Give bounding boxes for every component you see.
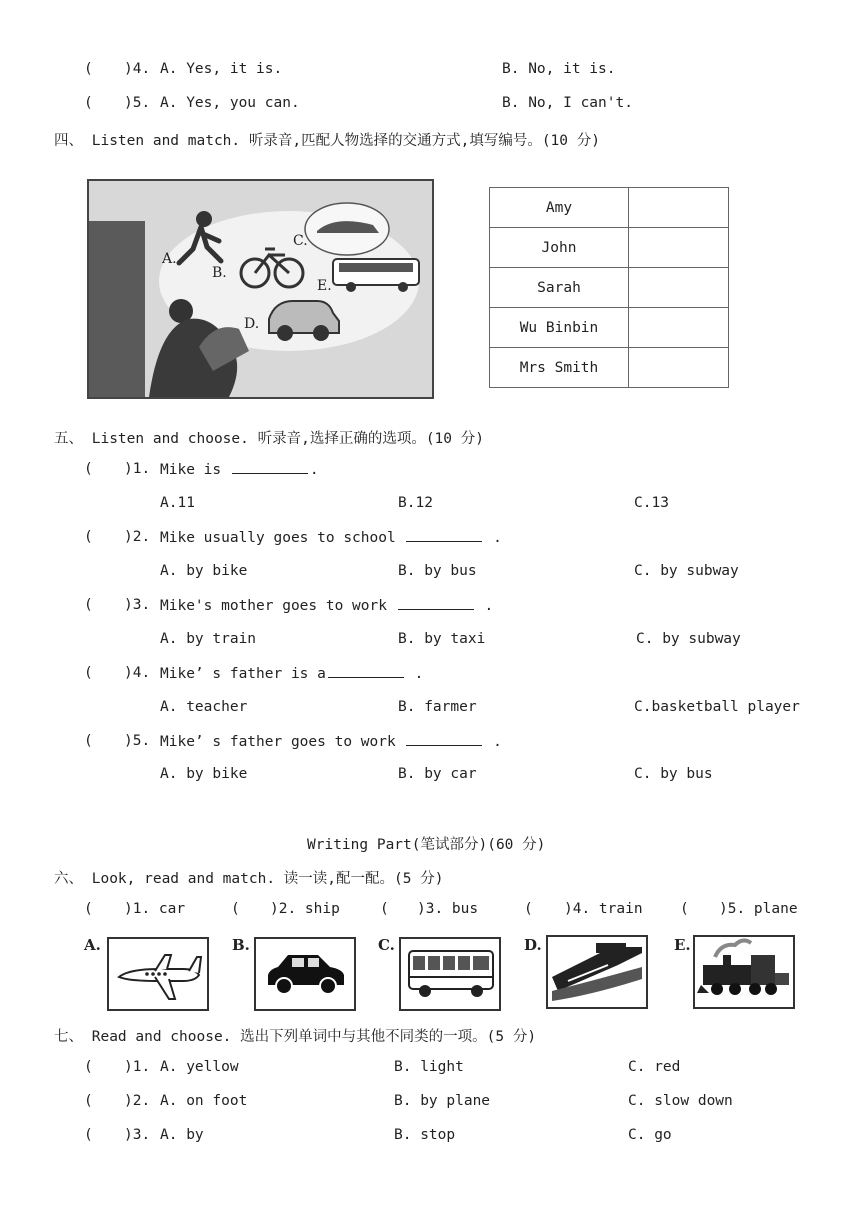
section-4-title: 四、 Listen and match. 听录音,匹配人物选择的交通方式,填写编号。(10 分) (54, 133, 600, 149)
image-card-e (693, 935, 795, 1009)
option-b: B. by taxi (398, 631, 486, 647)
item-number: )3. (124, 1127, 151, 1143)
option-a: A. by bike (160, 563, 248, 579)
person-name: Amy (490, 188, 629, 228)
answer-blank[interactable] (232, 461, 308, 474)
answer-paren[interactable]: ( (380, 901, 389, 917)
option-c: C. by bus (634, 766, 713, 782)
option-a: A. by train (160, 631, 257, 647)
answer-paren[interactable]: ( (84, 733, 93, 749)
train-icon (695, 937, 793, 1007)
section-7-title: 七、 Read and choose. 选出下列单词中与其他不同类的一项。(5 分) (54, 1029, 537, 1045)
transport-picture (87, 179, 434, 399)
item-number: )3. (124, 597, 151, 613)
answer-paren[interactable]: ( (84, 529, 93, 545)
option-b: B. by car (398, 766, 477, 782)
option-c: C.basketball player (634, 699, 800, 715)
question: Mike's mother goes to work . (160, 598, 494, 614)
item-number: )2. (124, 529, 151, 545)
option-b: B. farmer (398, 699, 477, 715)
option-a: A. yellow (160, 1059, 239, 1075)
image-letter: E. (674, 936, 691, 954)
image-letter: B. (232, 936, 250, 954)
item-number: )1. (124, 461, 151, 477)
option-a: A. on foot (160, 1093, 248, 1109)
option-b: B.12 (398, 495, 433, 511)
question: Mike is . (160, 462, 319, 478)
item-number: )1. (124, 1059, 151, 1075)
answer-cell[interactable] (629, 308, 729, 348)
answer-blank[interactable] (406, 733, 482, 746)
answer-paren[interactable]: ( (84, 597, 93, 613)
answer-paren[interactable]: ( (524, 901, 533, 917)
image-letter: A. (84, 936, 101, 954)
answer-paren[interactable]: ( (84, 461, 93, 477)
option-c: C. go (628, 1127, 672, 1143)
question: Mike’ s father is a . (160, 666, 424, 682)
person-name: John (490, 228, 629, 268)
table-row (490, 308, 729, 348)
option-b: B. light (394, 1059, 464, 1075)
option-a: A. teacher (160, 699, 248, 715)
option-c: C. red (628, 1059, 681, 1075)
item-number: )5. (124, 733, 151, 749)
image-letter: D. (524, 936, 542, 954)
writing-part-title: Writing Part(笔试部分)(60 分) (307, 837, 546, 853)
answer-paren[interactable]: ( (84, 901, 93, 917)
picture-label: E. (317, 278, 332, 294)
option-b: B. by plane (394, 1093, 491, 1109)
plane-icon (109, 939, 207, 1009)
answer-paren[interactable]: ( (84, 1127, 93, 1143)
table-row (490, 188, 729, 228)
image-card-d (546, 935, 648, 1009)
answer-cell[interactable] (629, 228, 729, 268)
question: Mike usually goes to school . (160, 530, 502, 546)
person-name: Wu Binbin (490, 308, 629, 348)
image-card-b (254, 937, 356, 1011)
picture-label: A. (162, 251, 177, 267)
question: Mike’ s father goes to work . (160, 734, 502, 750)
person-name: Sarah (490, 268, 629, 308)
bus-icon (401, 939, 499, 1009)
answer-cell[interactable] (629, 188, 729, 228)
option-a: A.11 (160, 495, 195, 511)
option-c: C. by subway (636, 631, 741, 647)
picture-label: C. (293, 233, 308, 249)
option-c: C. slow down (628, 1093, 733, 1109)
match-table (489, 187, 729, 388)
person-name: Mrs Smith (490, 348, 629, 388)
option-b: B. by bus (398, 563, 477, 579)
section-5-title: 五、 Listen and choose. 听录音,选择正确的选项。(10 分) (54, 431, 484, 447)
option-a: A. Yes, you can. (160, 95, 300, 111)
answer-paren[interactable]: ( (84, 61, 93, 77)
answer-blank[interactable] (328, 665, 404, 678)
table-row (490, 268, 729, 308)
transport-illustration (89, 181, 432, 397)
image-card-c (399, 937, 501, 1011)
word-item: )2. ship (270, 901, 340, 917)
picture-label: B. (212, 265, 227, 281)
item-number: )2. (124, 1093, 151, 1109)
word-item: )5. plane (719, 901, 798, 917)
answer-paren[interactable]: ( (84, 1093, 93, 1109)
table-row (490, 228, 729, 268)
answer-paren[interactable]: ( (84, 665, 93, 681)
option-a: A. by (160, 1127, 204, 1143)
answer-blank[interactable] (406, 529, 482, 542)
option-b: B. No, it is. (502, 61, 616, 77)
item-number: )4. (124, 665, 151, 681)
section-6-title: 六、 Look, read and match. 读一读,配一配。(5 分) (54, 871, 444, 887)
picture-label: D. (244, 316, 260, 332)
word-item: )4. train (564, 901, 643, 917)
answer-paren[interactable]: ( (231, 901, 240, 917)
word-item: )3. bus (417, 901, 479, 917)
table-row (490, 348, 729, 388)
item-number: )5. (124, 95, 151, 111)
item-number: )4. (124, 61, 151, 77)
option-a: A. by bike (160, 766, 248, 782)
image-letter: C. (378, 936, 395, 954)
option-b: B. stop (394, 1127, 456, 1143)
car-icon (256, 939, 354, 1009)
answer-paren[interactable]: ( (84, 95, 93, 111)
word-item: )1. car (124, 901, 186, 917)
option-b: B. No, I can't. (502, 95, 633, 111)
option-a: A. Yes, it is. (160, 61, 283, 77)
answer-blank[interactable] (398, 597, 474, 610)
answer-cell[interactable] (629, 268, 729, 308)
option-c: C.13 (634, 495, 669, 511)
ship-icon (548, 937, 646, 1007)
answer-paren[interactable]: ( (680, 901, 689, 917)
option-c: C. by subway (634, 563, 739, 579)
answer-cell[interactable] (629, 348, 729, 388)
image-card-a (107, 937, 209, 1011)
answer-paren[interactable]: ( (84, 1059, 93, 1075)
